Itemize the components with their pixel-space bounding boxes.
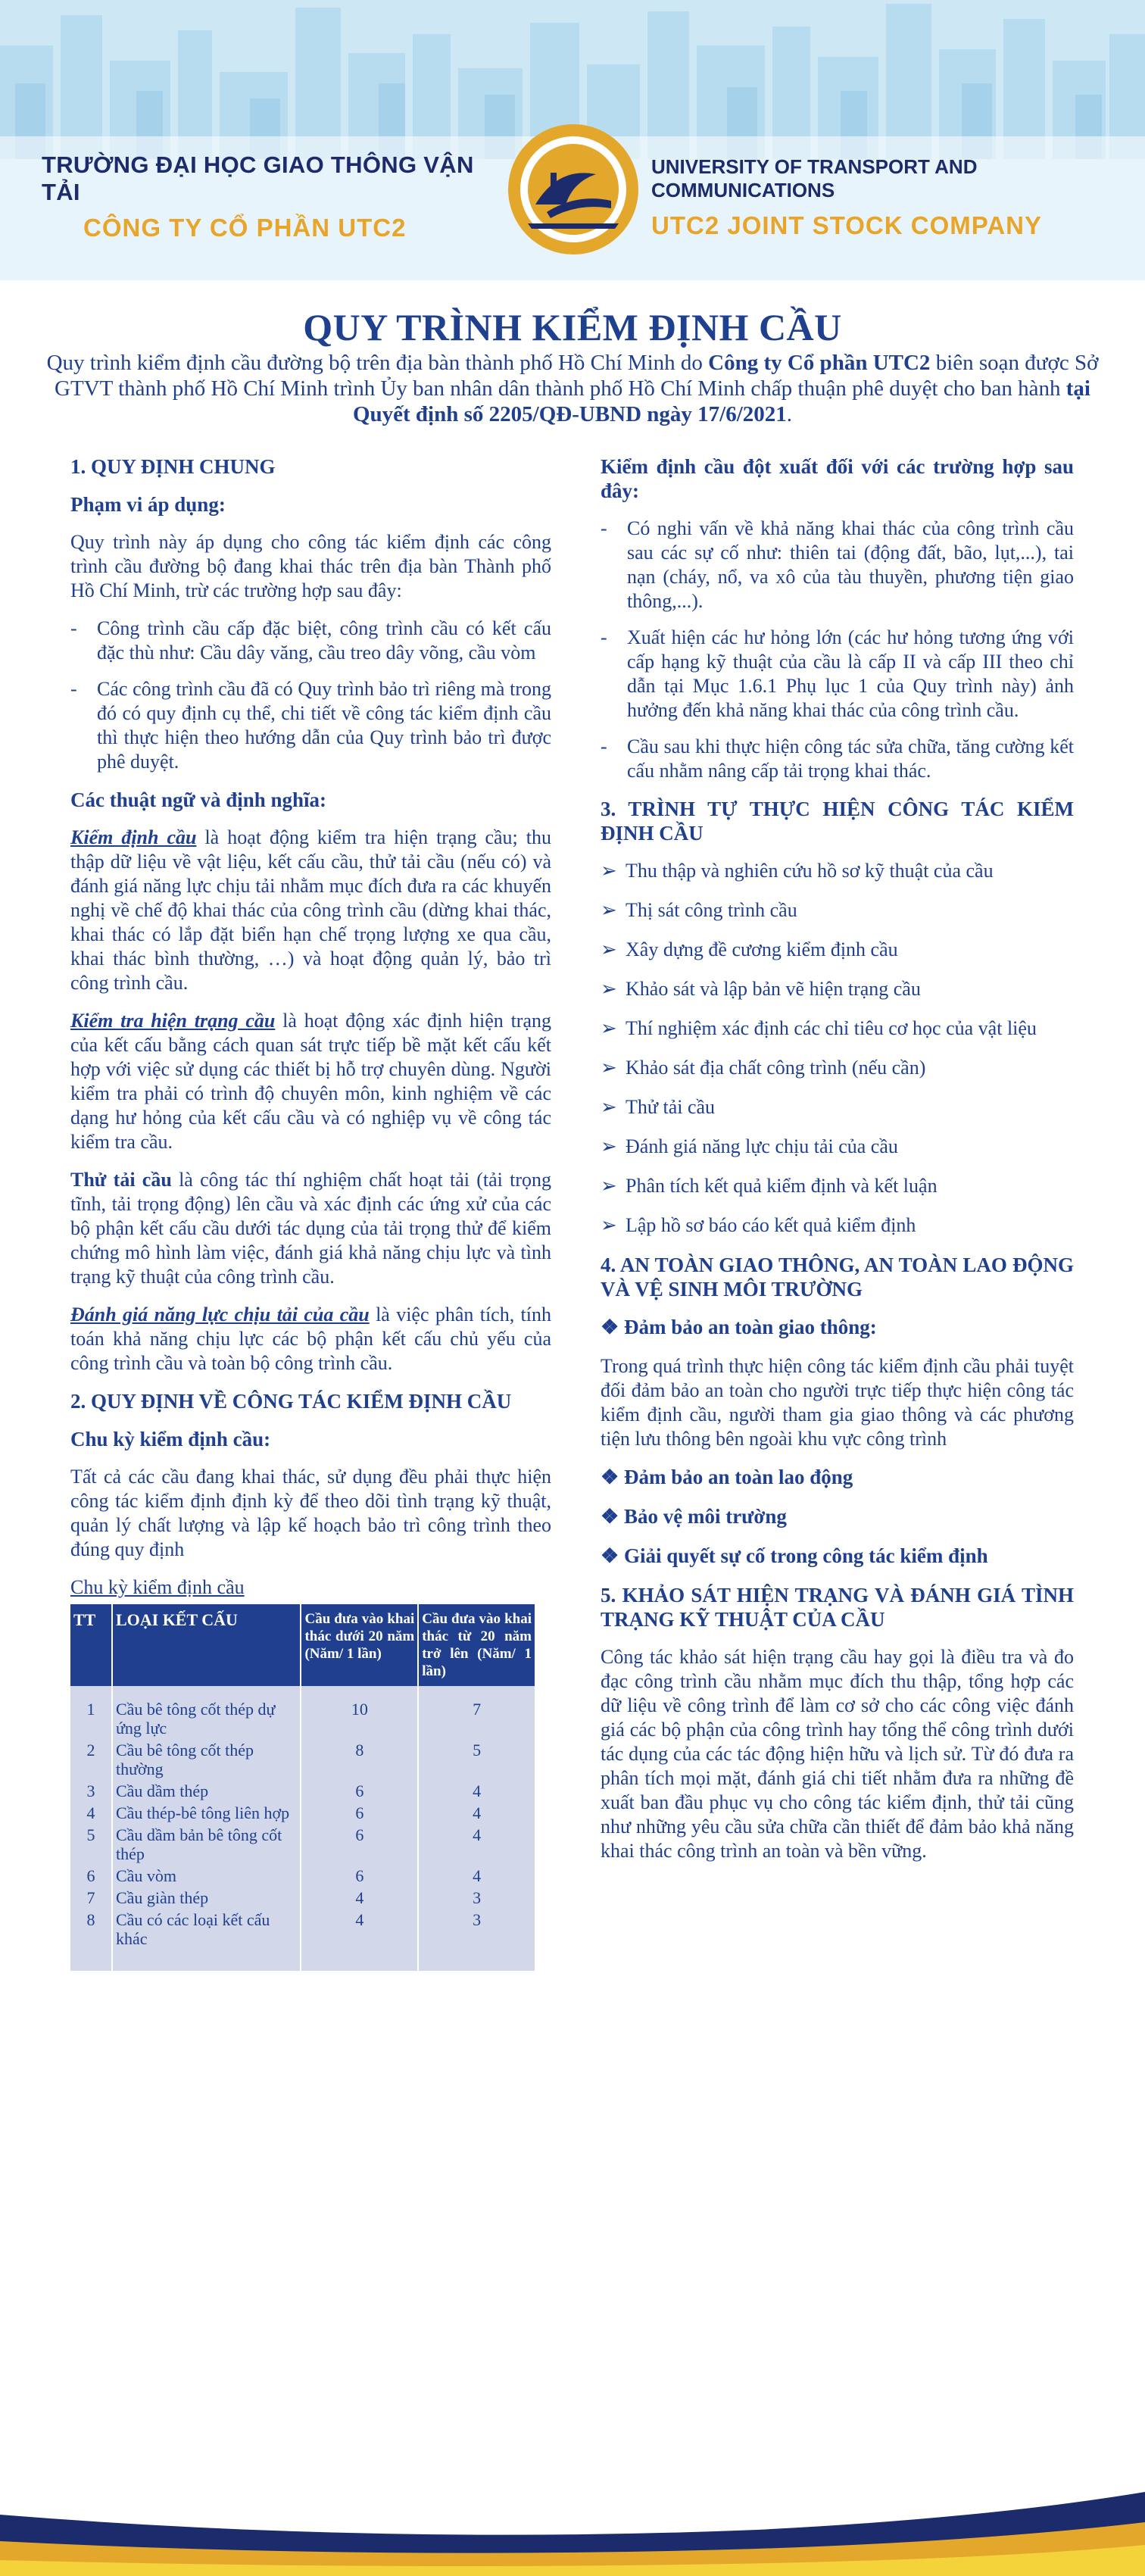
- term-name: Thử tải cầu: [70, 1169, 172, 1191]
- term-name: Đánh giá năng lực chịu tải của cầu: [70, 1304, 370, 1325]
- arrow-bullet-icon: ➢: [601, 899, 617, 921]
- table-caption: Chu kỳ kiểm định cầu: [70, 1576, 245, 1598]
- col-header-over20: Cầu đưa vào khai thác từ 20 năm trở lên (Năm/ 1 lần): [418, 1604, 535, 1686]
- cell-over20: 7: [418, 1686, 535, 1739]
- cell-over20: 3: [418, 1909, 535, 1971]
- step-item: [601, 1174, 1074, 1198]
- cell-tt: 7: [70, 1887, 112, 1909]
- cell-type: Cầu bê tông cốt thép dự ứng lực: [112, 1686, 301, 1739]
- heading-text: Bảo vệ môi trường: [623, 1505, 787, 1528]
- list-item: - Các công trình cầu đã có Quy trình bảo trì riêng mà trong đó có quy định cụ thể, chi tiết về công tác kiểm định cầu thì thực hiện theo hướng dẫn của Quy trình bảo trì được phê duyệt.: [70, 677, 551, 774]
- exclusion-list: [70, 617, 551, 774]
- arrow-bullet-icon: ➢: [601, 1214, 617, 1236]
- steps-list: [601, 859, 1074, 1238]
- company-name-vn: CÔNG TY CỔ PHẦN UTC2: [83, 214, 407, 242]
- arrow-bullet-icon: ➢: [601, 1057, 617, 1079]
- term-definition: [70, 1303, 551, 1375]
- traffic-safety-heading: [601, 1315, 1074, 1339]
- page-title: QUY TRÌNH KIỂM ĐỊNH CẦU: [303, 306, 842, 348]
- step-text: Thị sát công trình cầu: [626, 899, 797, 921]
- intro-decision: tại Quyết định số 2205/QĐ-UBND ngày 17/6/2021: [352, 376, 1090, 426]
- cycle-text: Tất cả các cầu đang khai thác, sử dụng đều phải thực hiện công tác kiểm định định kỳ để theo dõi tình trạng kỹ thuật, quản lý chất lượng và lập kế hoạch bảo trì công trình theo đúng quy định: [70, 1466, 551, 1560]
- cell-over20: 4: [418, 1865, 535, 1887]
- table-row: [70, 1909, 535, 1971]
- term-definition: [70, 1168, 551, 1289]
- university-logo: [505, 121, 641, 258]
- cell-tt: 6: [70, 1865, 112, 1887]
- sudden-inspection-list: [601, 517, 1074, 783]
- term-definition: [70, 1009, 551, 1154]
- section5-text: Công tác khảo sát hiện trạng cầu hay gọi là điều tra và đo đạc công trình cầu nhằm mục đích thu thập, tổng hợp các dữ liệu về công trình để làm cơ sở cho các công việc đánh giá các bộ phận của công trình hay tổng thể công trình dưới tác dụng của các tác động hiện hữu và lịch sử. Từ đó đưa ra phân tích mọi mặt, đánh giá chi tiết nhằm đưa ra những đề xuất ban đầu phục vụ cho công tác kiểm định, thử tải cũng như những yêu cầu sửa chữa cần thiết để đảm bảo khả năng khai thác công trình an toàn và bền vững.: [601, 1646, 1074, 1862]
- term-text: là hoạt động kiểm tra hiện trạng cầu; thu thập dữ liệu về vật liệu, kết cấu cầu, thử tải cầu (nếu có) và đánh giá năng lực chịu tải nhằm mục đích đưa ra các khuyến nghị về chế độ khai thác của công trình cầu (dừng khai thác, khai thác có lắp đặt biển hạn chế trọng lượng xe qua cầu, khai thác bình thường, …) và hoạt động quản lý, bảo trì công trình cầu.: [70, 826, 551, 994]
- diamond-bullet-icon: ❖: [601, 1316, 624, 1338]
- col-header-tt: TT: [70, 1604, 112, 1686]
- step-text: Phân tích kết quả kiểm định và kết luận: [626, 1175, 938, 1197]
- table-row: [70, 1887, 535, 1909]
- incident-heading: [601, 1544, 1074, 1568]
- school-name-en: UNIVERSITY OF TRANSPORT AND COMMUNICATIONS: [651, 155, 978, 201]
- intro-text: .: [786, 402, 793, 426]
- diamond-bullet-icon: ❖: [601, 1544, 624, 1567]
- sudden-inspection-heading: Kiểm định cầu đột xuất đối với các trường hợp sau đây:: [601, 455, 1074, 502]
- term-text: là việc phân tích, tính toán khả năng chịu lực các bộ phận kết cấu chủ yếu của công trình cầu và toàn bộ công trình cầu.: [70, 1304, 552, 1374]
- step-item: [601, 898, 1074, 923]
- cell-tt: 4: [70, 1802, 112, 1824]
- cell-tt: 5: [70, 1824, 112, 1865]
- list-item: - Có nghi vấn về khả năng khai thác của công trình cầu sau các sự cố như: thiên tai (động đất, bão, lụt,...), tai nạn (cháy, nổ, va xô của tàu thuyền, phương tiện giao thông,...).: [601, 517, 1074, 614]
- cell-over20: 4: [418, 1780, 535, 1802]
- cell-type: Cầu dầm thép: [112, 1780, 301, 1802]
- step-text: Khảo sát địa chất công trình (nếu cần): [626, 1057, 926, 1079]
- header-banner: [0, 0, 1145, 299]
- table-body: [70, 1686, 535, 1971]
- cell-under20: 6: [301, 1865, 418, 1887]
- cycle-heading: Chu kỳ kiểm định cầu:: [70, 1428, 271, 1450]
- step-item: [601, 1135, 1074, 1159]
- cell-tt: 8: [70, 1909, 112, 1971]
- section2-heading: 2. QUY ĐỊNH VỀ CÔNG TÁC KIỂM ĐỊNH CẦU: [70, 1390, 512, 1413]
- cell-over20: 3: [418, 1887, 535, 1909]
- cell-under20: 6: [301, 1824, 418, 1865]
- table-row: [70, 1686, 535, 1739]
- cell-type: Cầu giàn thép: [112, 1887, 301, 1909]
- traffic-safety-text: Trong quá trình thực hiện công tác kiểm định cầu phải tuyệt đối đảm bảo an toàn cho người trực tiếp thực hiện công tác kiểm định cầu, người tham gia giao thông và các phương tiện lưu thông bên ngoài khu vực công trình: [601, 1355, 1074, 1450]
- left-column: [70, 454, 551, 1971]
- cell-over20: 5: [418, 1739, 535, 1780]
- intro-company: Công ty Cổ phần UTC2: [708, 351, 931, 375]
- cell-under20: 4: [301, 1887, 418, 1909]
- arrow-bullet-icon: ➢: [601, 860, 617, 882]
- list-item: - Xuất hiện các hư hỏng lớn (các hư hỏng tương ứng với cấp hạng kỹ thuật của cầu là cấp II và cấp III theo chỉ dẫn tại Mục 1.6.1 Phụ lục 1 của Quy trình này) ảnh hưởng đến khả năng khai thác của công trình cầu.: [601, 626, 1074, 723]
- term-text: là công tác thí nghiệm chất hoạt tải (tải trọng tĩnh, tải trọng động) lên cầu và xác định các ứng xử của các bộ phận kết cấu cầu dưới tác dụng của tải trọng thử để kiểm chứng mô hình làm việc, đánh giá khả năng chịu lực và tình trạng kỹ thuật của công trình cầu.: [70, 1169, 552, 1288]
- step-text: Thí nghiệm xác định các chỉ tiêu cơ học của vật liệu: [626, 1017, 1037, 1039]
- table-header-row: [70, 1604, 535, 1686]
- term-name: Kiểm tra hiện trạng cầu: [70, 1010, 276, 1032]
- heading-text: Đảm bảo an toàn giao thông:: [623, 1316, 877, 1338]
- step-item: [601, 1095, 1074, 1119]
- heading-text: Đảm bảo an toàn lao động: [623, 1466, 853, 1488]
- step-item: [601, 859, 1074, 883]
- arrow-bullet-icon: ➢: [601, 978, 617, 1000]
- cell-type: Cầu dầm bản bê tông cốt thép: [112, 1824, 301, 1865]
- term-name: Kiểm định cầu: [70, 826, 197, 848]
- cell-type: Cầu bê tông cốt thép thường: [112, 1739, 301, 1780]
- cell-under20: 4: [301, 1909, 418, 1971]
- arrow-bullet-icon: ➢: [601, 938, 617, 960]
- cell-under20: 8: [301, 1739, 418, 1780]
- arrow-bullet-icon: ➢: [601, 1017, 617, 1039]
- section5-heading: 5. KHẢO SÁT HIỆN TRẠNG VÀ ĐÁNH GIÁ TÌNH TRẠNG KỸ THUẬT CỦA CẦU: [601, 1584, 1074, 1631]
- scope-text: Quy trình này áp dụng cho công tác kiểm định các công trình cầu đường bộ đang khai thác trên địa bàn Thành phố Hồ Chí Minh, trừ các trường hợp sau đây:: [70, 531, 551, 601]
- step-item: [601, 977, 1074, 1001]
- diamond-bullet-icon: ❖: [601, 1466, 624, 1488]
- cell-over20: 4: [418, 1824, 535, 1865]
- intro-paragraph: [45, 350, 1100, 427]
- list-item: - Cầu sau khi thực hiện công tác sửa chữa, tăng cường kết cấu nhằm nâng cấp tải trọng khai thác.: [601, 735, 1074, 783]
- step-text: Thu thập và nghiên cứu hồ sơ kỹ thuật của cầu: [626, 860, 994, 882]
- header-left: [42, 151, 496, 242]
- cell-tt: 1: [70, 1686, 112, 1739]
- arrow-bullet-icon: ➢: [601, 1135, 617, 1157]
- step-item: [601, 938, 1074, 962]
- cell-under20: 6: [301, 1780, 418, 1802]
- header-right: [651, 155, 1121, 240]
- cell-under20: 10: [301, 1686, 418, 1739]
- arrow-bullet-icon: ➢: [601, 1175, 617, 1197]
- col-header-under20: Cầu đưa vào khai thác dưới 20 năm (Năm/ 1 lần): [301, 1604, 418, 1686]
- cell-tt: 2: [70, 1739, 112, 1780]
- environment-heading: [601, 1504, 1074, 1528]
- terms-heading: Các thuật ngữ và định nghĩa:: [70, 788, 327, 811]
- section4-heading: 4. AN TOÀN GIAO THÔNG, AN TOÀN LAO ĐỘNG VÀ VỆ SINH MÔI TRƯỜNG: [601, 1254, 1074, 1300]
- table-row: [70, 1865, 535, 1887]
- intro-text: Quy trình kiểm định cầu đường bộ trên địa bàn thành phố Hồ Chí Minh do: [46, 351, 709, 375]
- term-text: là hoạt động xác định hiện trạng của kết cấu bằng cách quan sát trực tiếp bề mặt kết cấu kết hợp với việc sử dụng các thiết bị hỗ trợ chuyên dùng. Người kiểm tra phải có trình độ chuyên môn, kinh nghiệm về các dạng hư hỏng của kết cấu cầu và có nghiệp vụ về công tác kiểm tra cầu.: [70, 1010, 551, 1153]
- section1-heading: 1. QUY ĐỊNH CHUNG: [70, 455, 276, 478]
- arrow-bullet-icon: ➢: [601, 1096, 617, 1118]
- heading-text: Giải quyết sự cố trong công tác kiểm định: [623, 1544, 988, 1567]
- list-item: - Công trình cầu cấp đặc biệt, công trình cầu có kết cấu đặc thù như: Cầu dây văng, cầu treo dây võng, cầu vòm: [70, 617, 551, 665]
- cell-type: Cầu vòm: [112, 1865, 301, 1887]
- company-name-en: UTC2 JOINT STOCK COMPANY: [651, 211, 1042, 239]
- table-row: [70, 1824, 535, 1865]
- step-text: Lập hồ sơ báo cáo kết quả kiểm định: [626, 1214, 916, 1236]
- term-definition: [70, 826, 551, 995]
- table-row: [70, 1780, 535, 1802]
- school-name-vn: TRƯỜNG ĐẠI HỌC GIAO THÔNG VẬN TẢI: [42, 151, 474, 205]
- cell-tt: 3: [70, 1780, 112, 1802]
- step-text: Đánh giá năng lực chịu tải của cầu: [626, 1135, 898, 1157]
- table-row: [70, 1739, 535, 1780]
- footer-waves-graphic: [0, 2469, 1145, 2576]
- inspection-cycle-table: [70, 1604, 536, 1971]
- diamond-bullet-icon: ❖: [601, 1505, 624, 1528]
- scope-heading: Phạm vi áp dụng:: [70, 493, 226, 516]
- step-item: [601, 1056, 1074, 1080]
- section3-heading: 3. TRÌNH TỰ THỰC HIỆN CÔNG TÁC KIỂM ĐỊNH CẦU: [601, 798, 1074, 845]
- cell-type: Cầu có các loại kết cấu khác: [112, 1909, 301, 1971]
- intro-text: biên soạn được Sở GTVT thành phố Hồ Chí Minh trình Ủy ban nhân dân thành phố Hồ Chí Minh chấp thuận phê duyệt cho ban hành: [55, 351, 1099, 401]
- step-text: Thử tải cầu: [626, 1096, 716, 1118]
- step-text: Khảo sát và lập bản vẽ hiện trạng cầu: [626, 978, 921, 1000]
- cell-under20: 6: [301, 1802, 418, 1824]
- table-row: [70, 1802, 535, 1824]
- step-text: Xây dựng đề cương kiểm định cầu: [626, 938, 898, 960]
- step-item: [601, 1213, 1074, 1238]
- col-header-type: LOẠI KẾT CẤU: [112, 1604, 301, 1686]
- cell-over20: 4: [418, 1802, 535, 1824]
- labor-safety-heading: [601, 1465, 1074, 1489]
- right-column: [601, 454, 1074, 1877]
- step-item: [601, 1016, 1074, 1041]
- cell-type: Cầu thép-bê tông liên hợp: [112, 1802, 301, 1824]
